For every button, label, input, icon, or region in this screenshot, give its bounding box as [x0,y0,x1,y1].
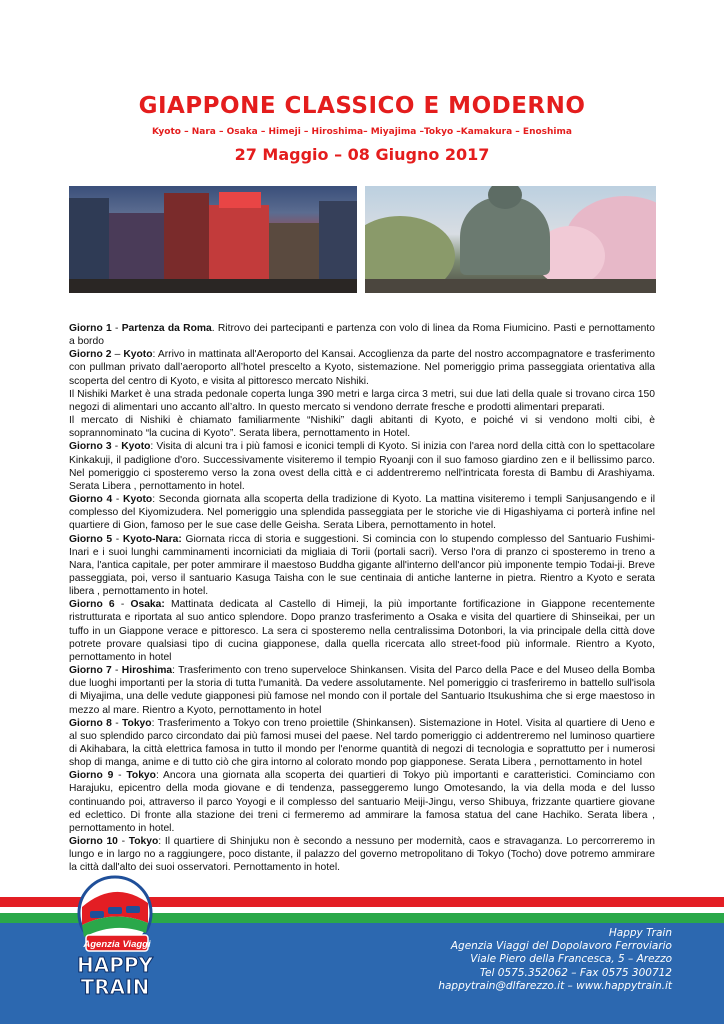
itinerary-day-3: Giorno 3 - Kyoto: Visita di alcuni tra i più famosi e iconici templi di Kyoto. Si inizia con l'area nord della città con lo spettacolare Kinkakuji, il padiglione d'oro. Successivamente visiteremo il tempio Ryoanji con il suo famoso giardino zen e il bellissimo parco. Nel pomeriggio ci sposteremo verso la zona ovest della città e ci addentreremo nell'intricata foresta di Bambu di Arashiyama. Serata Libera , pernottamento in hotel. [69,441,656,492]
itinerary-day-6: Giorno 6 - Osaka: Mattinata dedicata al Castello di Himeji, la più importante fortificazione in Giappone recentemente ristrutturata e riportata al suo antico splendore. Dopo pranzo trasferimento a Osaka e visita del quartiere di Shinseikai, per un tuffo in un Giappone verace e pittoresco. La sera ci sposteremo nella centralissima Dotonbori, la via principale della città dove potrete provare qualsiasi tipo di cucina giapponese, dalla quella ricercata allo street-food più informale. Rientro a Kyoto, pernottamento in hotel [69,599,655,663]
itinerary-day-4: Giorno 4 - Kyoto: Seconda giornata alla scoperta della tradizione di Kyoto. La mattina visiteremo i templi Sanjusangendo e il complesso del Kiyomizudera. Nel pomeriggio una splendida passeggiata per le storiche vie di Higashiyama ci porterà infine nel quartiere di Gion, famoso per le sue case delle Geisha. Serata Libera, pernottamento in hotel. [69,494,656,532]
destinations-subtitle: Kyoto – Nara – Osaka – Himeji – Hiroshima– Miyajima –Tokyo –Kamakura – Enoshima [152,127,572,137]
footer-contact [438,927,672,993]
itinerary-day-1: Giorno 1 - Partenza da Roma. Ritrovo dei partecipanti e partenza con volo di linea da Roma Fiumicino. Pasti e pernottamento a bordo [69,323,655,348]
kamakura-buddha-photo [365,186,656,293]
footer-phone-fax: Tel 0575.352062 – Fax 0575 300712 [479,966,672,979]
itinerary-note-nishiki-2: Il mercato di Nishiki è chiamato familiarmente “Nishiki” dagli abitanti di Kyoto, e poiché vi si vendono molti cibi, è soprannominato “la cucina di Kyoto”. Serata libera, pernottamento in Hotel. [69,415,655,440]
itinerary-day-7: Giorno 7 - Hiroshima: Trasferimento con treno superveloce Shinkansen. Visita del Parco della Pace e del Museo della Bomba due luoghi importanti per la storia di tutta l'umanità. Da vedere assolutamente. Nel pomeriggio ci trasferiremo in battello sull'isola di Miyajima, una delle vedute giapponesi più famose nel mondo con il portale del Santuario Itsukushima che si erge maestoso in mezzo al mare. Rientro a Kyoto, pernottamento in hotel [69,665,655,716]
itinerary-text [69,322,655,875]
logo-brand-happy: HAPPY [76,953,154,977]
footer-company-description: Agenzia Viaggi del Dopolavoro Ferroviario [450,940,672,953]
itinerary-day-8: Giorno 8 - Tokyo: Trasferimento a Tokyo con treno proiettile (Shinkansen). Sistemazione in Hotel. Visita al quartiere di Ueno e al suo splendido parco circondato dai più famosi musei del paese. Nel tardo pomeriggio ci addentreremo nel luminoso quartiere di Akihabara, la città elettrica famosa in tutto il mondo per l'enorme quantità di negozi di tecnologia e soprattutto per i numerosi shop di manga, anime e di tutto ciò che gira intorno al colorato mondo pop giapponese. Serata Libera , pernottamento in hotel [69,717,655,769]
page-title: GIAPPONE CLASSICO E MODERNO [138,93,586,119]
itinerary-day-5: Giorno 5 - Kyoto-Nara: Giornata ricca di storia e suggestioni. Si comincia con lo stupendo complesso del Santuario Fushimi-Inari e i suoi lunghi camminamenti incorniciati da migliaia di Torii (portali sacri). Verso l'ora di pranzo ci sposteremo in treno a Nara, l'antica capitale, per poter ammirare il maestoso Buddha gigante all'interno dell'ancor più imponente tempio Todai-ji. Breve passeggiata, poi, verso il santuario Kasuga Taisha con le sue centinaia di antiche lanterne in pietra. Rientro a Kyoto e serata libera , pernottamento in hotel. [69,533,655,598]
itinerary-note-nishiki-1: Il Nishiki Market è una strada pedonale coperta lunga 390 metri e larga circa 3 metri, sui due lati della quale si trovano circa 150 negozi di alimentari uno accanto all’altro. In questo mercato si vendono derrate fresche e prodotti alimentari preparati. [69,388,655,413]
itinerary-day-10: Giorno 10 - Tokyo: Il quartiere di Shinjuku non è secondo a nessuno per modernità, caos e stravaganza. Lo percorreremo in lungo e in largo no a raggiungere, poco distante, il palazzo del governo metropolitano di Tokyo (Tocho) dove potremo ammirare la città dall'alto dei suoi osservatori. Pernottamento in hotel. [69,836,656,874]
footer-company-name: Happy Train [608,927,672,939]
footer-email-web: happytrain@dlfarezzo.it – www.happytrain.it [438,979,672,992]
logo-brand-train: TRAIN [80,975,150,999]
itinerary-day-9: Giorno 9 - Tokyo: Ancora una giornata alla scoperta dei quartieri di Tokyo più importanti e caratteristici. Cominciamo con Harajuku, epicentro della moda giovane e di tendenza, passeggeremo lungo Omotesando, la via della moda e del lusso continuando poi, attraverso il parco Yoyogi e il complesso del santuario Meiji-Jingu, verso Shibuya, frizzante quartiere giovane ed eclettico. Di fronte alla stazione dei treni ci fermeremo ad ammirare la famosa statua del cane Hachiko. Serata libera , pernottamento in hotel. [69,770,655,834]
travel-dates: 27 Maggio – 08 Giugno 2017 [234,145,490,164]
tokyo-city-photo [69,186,357,293]
happy-train-logo [56,873,174,1001]
itinerary-day-2: Giorno 2 – Kyoto: Arrivo in mattinata all'Aeroporto del Kansai. Accoglienza da parte del nostro accompagnatore e trasferimento con pullman privato dall’aeroporto all’hotel prescelto a Kyoto, sistemazione. Nel pomeriggio prima passeggiata orientativa alla scoperta del centro di Kyoto, e visita al pittoresco mercato Nishiki. [69,349,655,387]
logo-agency-label: Agenzia Viaggi [83,939,151,950]
footer-address: Viale Piero della Francesca, 5 – Arezzo [470,953,672,966]
